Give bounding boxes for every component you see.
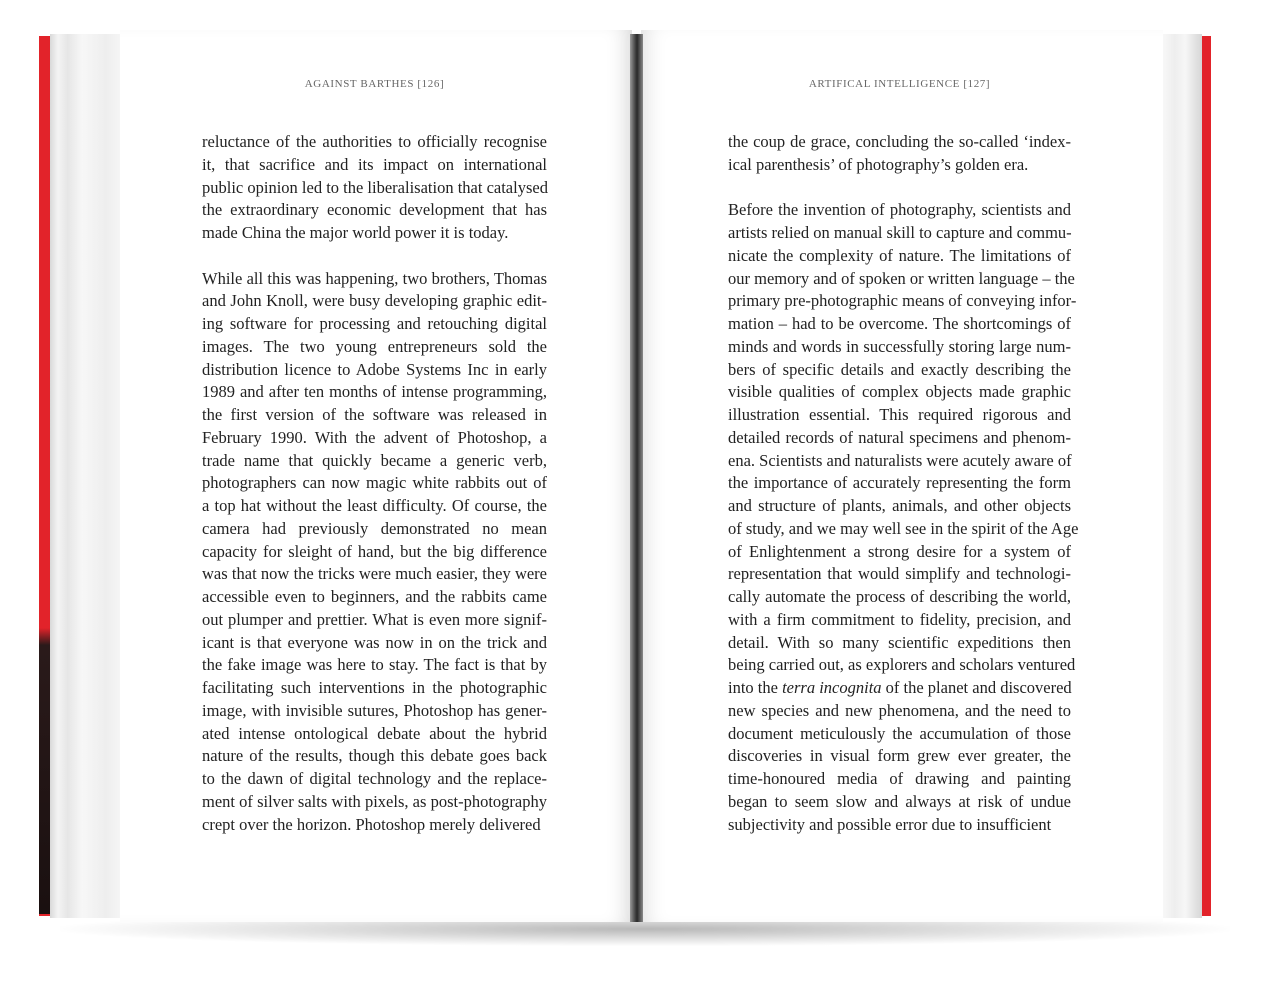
text-line: distribution licence to Adobe Systems Inc in early xyxy=(202,359,547,379)
text-line: detail. With so many scientific expeditions then xyxy=(728,632,1071,652)
paragraph xyxy=(728,199,1079,836)
text-line: ated intense ontological debate about the hybrid xyxy=(202,723,547,743)
paragraph xyxy=(728,131,1071,177)
text-line: subjectivity and possible error due to insufficient xyxy=(728,814,1052,834)
text-line: camera had previously demonstrated no mean xyxy=(202,518,547,538)
text-line: a top hat without the least difficulty. Of course, the xyxy=(202,496,547,515)
text-line: out plumper and prettier. What is even more signif- xyxy=(202,609,547,629)
text-line: document meticulously the accumulation of those xyxy=(728,723,1071,743)
text-line: capacity for sleight of hand, but the big difference xyxy=(202,541,547,561)
text-line: time-honoured media of drawing and painting xyxy=(728,769,1071,788)
text-line: nature of the results, though this debate goes back xyxy=(202,746,547,766)
text-line: images. The two young entrepreneurs sold the xyxy=(202,336,547,356)
text-line: artists relied on manual skill to capture and commu- xyxy=(728,223,1072,242)
text-line: the coup de grace, concluding the so-called ‘index- xyxy=(728,132,1071,151)
text-line: the importance of accurately representing the form xyxy=(728,473,1071,493)
text-line: February 1990. With the advent of Photoshop, a xyxy=(202,427,547,447)
text-line: bers of specific details and exactly describing the xyxy=(728,359,1071,379)
page-edges-left xyxy=(50,34,130,918)
text-line: to the dawn of digital technology and the replace- xyxy=(202,769,547,788)
text-line: trade name that quickly became a generic verb, xyxy=(202,450,547,470)
text-line: new species and new phenomena, and the need to xyxy=(728,700,1071,720)
text-line: and structure of plants, animals, and other objects xyxy=(728,496,1071,515)
text-line: discoveries in visual form grew ever greater, the xyxy=(728,746,1071,766)
paragraph xyxy=(202,268,547,837)
text-line: While all this was happening, two brothers, Thomas xyxy=(202,268,547,288)
text-line: was that now the tricks were much easier, they were xyxy=(202,564,547,584)
text-line: 1989 and after ten months of intense programming, xyxy=(202,382,547,402)
text-line: photographers can now magic white rabbits out of xyxy=(202,473,547,493)
text-line: ing software for processing and retouching digital xyxy=(202,314,547,333)
text-line: ment of silver salts with pixels, as post-photography xyxy=(202,791,547,811)
text-line: our memory and of spoken or written language – the xyxy=(728,268,1075,288)
text-line: detailed records of natural specimens and phenom- xyxy=(728,427,1071,447)
text-line: illustration essential. This required rigorous and xyxy=(728,405,1071,424)
text-line: icant is that everyone was now in on the trick and xyxy=(202,632,547,652)
text-line: reluctance of the authorities to officially recognise xyxy=(202,132,547,151)
text-line: primary pre-photographic means of conveying infor- xyxy=(728,291,1077,311)
text-line: representation that would simplify and technologi- xyxy=(728,564,1071,584)
text-line: accessible even to beginners, and the rabbits came xyxy=(202,587,547,606)
text-line: cally automate the process of describing the world, xyxy=(728,587,1071,606)
text-line: with a firm commitment to fidelity, precision, and xyxy=(728,609,1071,629)
text-line: crept over the horizon. Photoshop merely delivered xyxy=(202,814,541,834)
text-line: the first version of the software was released in xyxy=(202,405,547,424)
text-line: nicate the complexity of nature. The limitations of xyxy=(728,245,1071,265)
left-running-head: AGAINST BARTHES [126] xyxy=(304,78,445,90)
text-line: minds and words in successfully storing large num- xyxy=(728,336,1071,356)
text-line: Before the invention of photography, scientists and xyxy=(728,200,1071,220)
text-line: the extraordinary economic development that has xyxy=(202,200,547,220)
text-line: ena. Scientists and naturalists were acutely aware of xyxy=(728,450,1072,470)
text-line: began to seem slow and always at risk of undue xyxy=(728,791,1071,811)
text-line: public opinion led to the liberalisation that catalysed xyxy=(202,177,548,197)
text-line: and John Knoll, were busy developing graphic edit- xyxy=(202,291,547,311)
left-page-body xyxy=(202,131,547,859)
text-line: image, with invisible sutures, Photoshop has gener- xyxy=(202,700,547,720)
text-line: into the terra incognita of the planet and discovered xyxy=(728,678,1072,697)
italic-phrase: terra incognita xyxy=(782,678,882,697)
text-line: mation – had to be overcome. The shortcomings of xyxy=(728,314,1071,333)
text-line: of study, and we may well see in the spirit of the Age xyxy=(728,518,1079,538)
text-line: ical parenthesis’ of photography’s golden era. xyxy=(728,154,1029,174)
text-line: being carried out, as explorers and scholars ventured xyxy=(728,655,1076,675)
text-line: of Enlightenment a strong desire for a system of xyxy=(728,541,1071,561)
page-edges-right xyxy=(1160,34,1202,918)
book-gutter xyxy=(630,34,643,922)
text-line: facilitating such interventions in the photographic xyxy=(202,678,547,697)
paragraph xyxy=(202,131,547,245)
text-line: made China the major world power it is today. xyxy=(202,223,509,242)
right-page-body xyxy=(728,131,1079,859)
text-line: it, that sacrifice and its impact on international xyxy=(202,154,547,174)
right-running-head: ARTIFICAL INTELLIGENCE [127] xyxy=(808,78,991,90)
text-line: visible qualities of complex objects made graphic xyxy=(728,382,1071,402)
text-line: the fake image was here to stay. The fact is that by xyxy=(202,655,547,675)
